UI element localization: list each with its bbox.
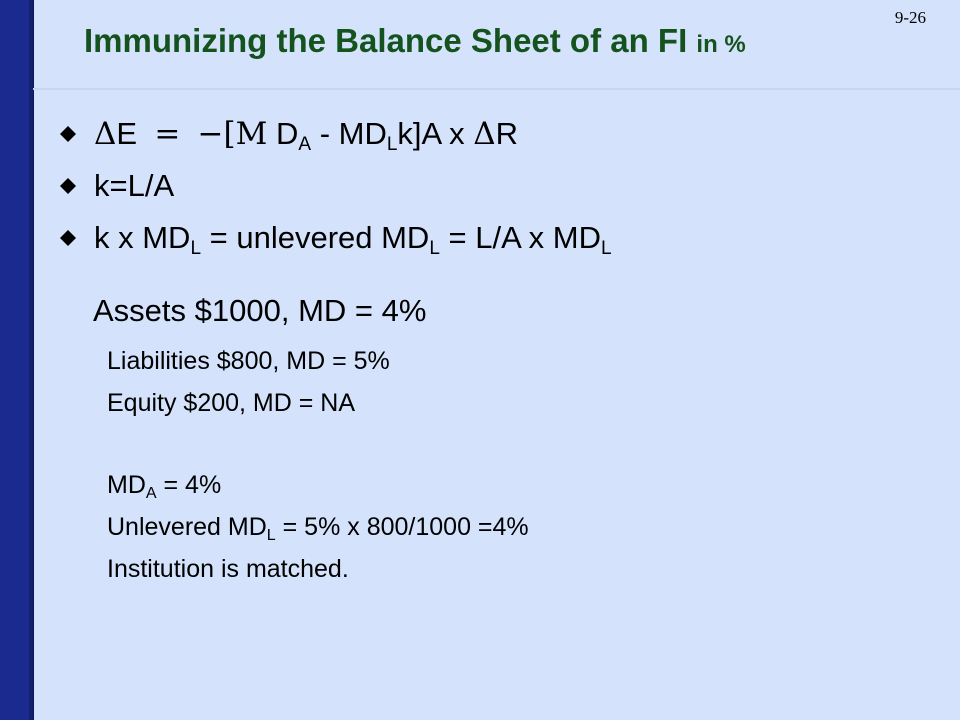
mda-line: $MD_A = 4\%$ — [107, 471, 222, 502]
conclusion-line: Institution is matched. — [107, 555, 349, 583]
diamond-bullet-icon — [60, 126, 76, 142]
equation-unlevered: k x $MD_L$ = unlevered $MD_L = L/A$ x $MD_L$ — [94, 220, 612, 259]
title-main: Immunizing the Balance Sheet of an FI — [84, 22, 688, 59]
equation-delta-e: ΔE = −[M $D_A - MD_Lk]A$ x ΔR — [94, 116, 519, 155]
sidebar-stripe — [29, 0, 33, 720]
liabilities-line: Liabilities $800, MD = 5% — [107, 347, 390, 375]
slide-number: 9-26 — [894, 8, 926, 27]
example-block — [93, 288, 426, 334]
bullet-list — [60, 108, 612, 264]
unlevered-line: Unlevered $MD_L = 5\%$ x 800/1000 =4% — [107, 513, 529, 544]
bullet-item — [60, 108, 612, 160]
equity-line: Equity $200, MD = NA — [107, 389, 356, 417]
assets-line: Assets $1000, MD = 4% — [93, 293, 427, 328]
bullet-item — [60, 160, 612, 212]
title-suffix: in % — [696, 31, 746, 58]
example-details — [107, 340, 529, 590]
bullet-item — [60, 212, 612, 264]
spacer — [107, 424, 529, 464]
left-sidebar-bar — [0, 0, 34, 720]
title-divider — [33, 88, 960, 90]
equation-k: k=L/A — [94, 168, 175, 203]
diamond-bullet-icon — [60, 230, 76, 246]
slide-title — [84, 22, 746, 60]
diamond-bullet-icon — [60, 178, 76, 194]
